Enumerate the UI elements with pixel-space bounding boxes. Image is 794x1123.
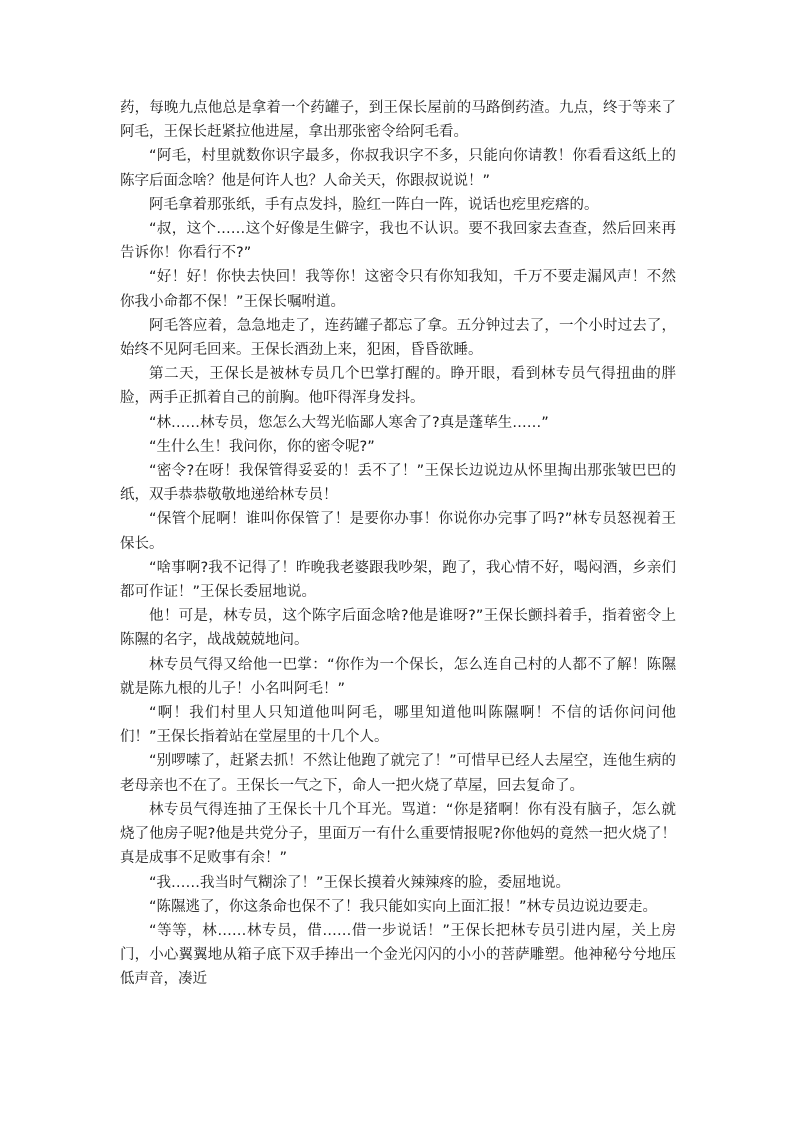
- paragraph-1: 药，每晚九点他总是拿着一个药罐子，到王保长屋前的马路倒药渣。九点，终于等来了阿毛，王保长赶紧拉他进屋，拿出那张密令给阿毛看。: [120, 100, 676, 141]
- paragraph-18: “我……我当时气糊涂了！”王保长摸着火辣辣疼的脸，委屈地说。: [149, 874, 571, 891]
- paragraph-16: “别啰嗦了，赶紧去抓！不然让他跑了就完了！”可惜早已经人去屋空，连他生病的老母亲也不在了。王保长一气之下，命人一把火烧了草屋，回去复命了。: [120, 753, 676, 794]
- paragraph-9: “生什么生！我问你，你的密令呢?”: [149, 438, 375, 455]
- paragraph-11: “保管个屁啊！谁叫你保管了！是要你办事！你说你办完事了吗?”林专员怒视着王保长。: [120, 511, 676, 552]
- paragraph-4: “叔，这个……这个好像是生僻字，我也不认识。要不我回家去查查，然后回来再告诉你！你看行不?”: [120, 221, 676, 262]
- paragraph-2: “阿毛，村里就数你识字最多，你叔我识字不多，只能向你请教！你看看这纸上的陈字后面念啥？他是何许人也？人命关天，你跟叔说说！”: [120, 148, 676, 189]
- paragraph-5: “好！好！你快去快回！我等你！这密令只有你知我知，千万不要走漏风声！不然你我小命都不保！”王保长嘱咐道。: [120, 269, 676, 310]
- paragraph-3: 阿毛拿着那张纸，手有点发抖，脸红一阵白一阵，说话也疙里疙瘩的。: [149, 196, 599, 213]
- paragraph-19: “陈隰逃了，你这条命也保不了！我只能如实向上面汇报！”林专员边说边要走。: [149, 898, 658, 915]
- paragraph-12: “啥事啊?我不记得了！昨晚我老婆跟我吵架，跑了，我心情不好，喝闷酒，乡亲们都可作证！”王保长委屈地说。: [120, 559, 676, 601]
- paragraph-17: 林专员气得连抽了王保长十几个耳光。骂道：“你是猪啊！你有没有脑子，怎么就烧了他房子呢?他是共党分子，里面万一有什么重要情报呢?你他妈的竟然一把火烧了！真是成事不足败事有余！”: [120, 801, 676, 867]
- paragraph-6: 阿毛答应着，急急地走了，连药罐子都忘了拿。五分钟过去了，一个小时过去了，始终不见阿毛回来。王保长酒劲上来，犯困，昏昏欲睡。: [120, 317, 676, 359]
- paragraph-15: “啊！我们村里人只知道他叫阿毛，哪里知道他叫陈隰啊！不信的话你问问他们！”王保长指着站在堂屋里的十几个人。: [120, 705, 676, 746]
- paragraph-8: “林……林专员，您怎么大驾光临鄙人寒舍了?真是蓬荜生……”: [149, 414, 549, 431]
- paragraph-14: 林专员气得又给他一巴掌：“你作为一个保长，怎么连自己村的人都不了解！陈隰就是陈九根的儿子！小名叫阿毛！”: [120, 656, 676, 697]
- paragraph-10: “密令?在呀！我保管得妥妥的！丢不了！”王保长边说边从怀里掏出那张皱巴巴的纸，双手恭恭敬敬地递给林专员！: [120, 463, 676, 504]
- paragraph-7: 第二天，王保长是被林专员几个巴掌打醒的。睁开眼，看到林专员气得扭曲的胖脸，两手正抓着自己的前胸。他吓得浑身发抖。: [120, 366, 676, 407]
- paragraph-13: 他！可是，林专员，这个陈字后面念啥?他是谁呀?”王保长颤抖着手，指着密令上陈隰的名字，战战兢兢地问。: [120, 608, 676, 649]
- paragraph-20: “等等，林……林专员，借……借一步说话！”王保长把林专员引进内屋，关上房门，小心翼翼地从箱子底下双手捧出一个金光闪闪的小小的菩萨雕塑。他神秘兮兮地压低声音，凑近: [120, 922, 676, 988]
- document-page: [120, 96, 676, 992]
